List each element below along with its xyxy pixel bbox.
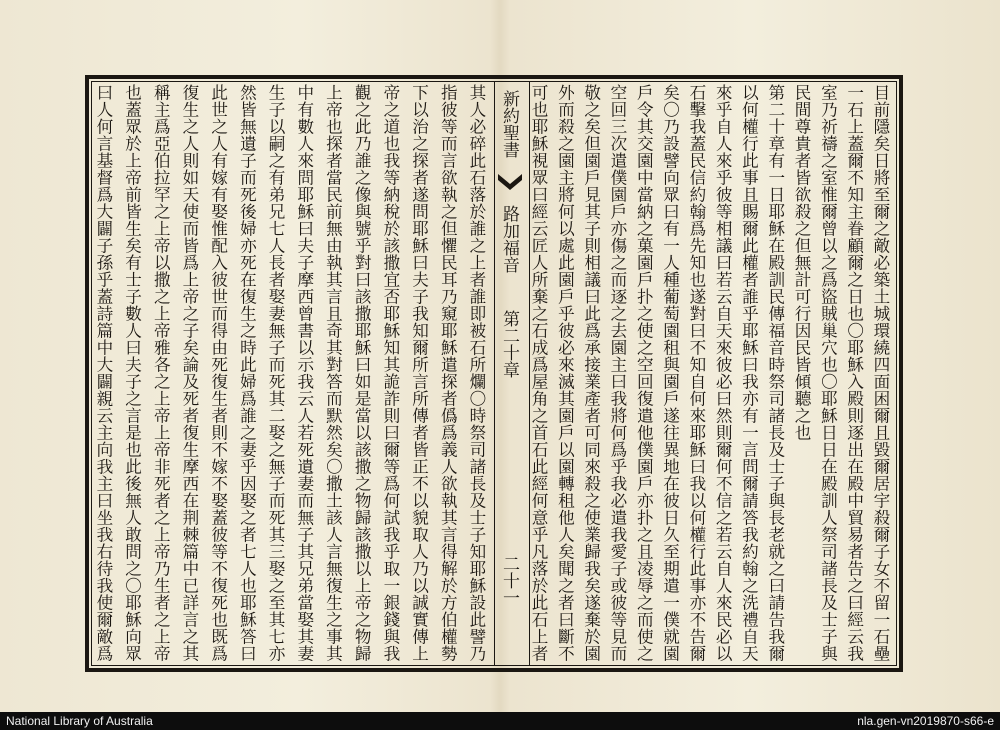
text-column: 戶令其交園中當納之菓園戶扑之使之空回復遣他僕園戶亦扑之且凌辱之而使之 — [634, 84, 654, 662]
text-column: 來乎自人來乎彼等相議曰若云自天來彼必曰然則爾何不信之若云自人來民必以 — [713, 84, 733, 662]
footer-library-name: National Library of Australia — [6, 714, 153, 728]
text-column: 指彼等而言欲執之但懼民耳乃窺耶穌遣探者僞爲義人欲執其言得解於方伯權勢 — [438, 84, 458, 662]
text-column: 目前隱矣日將至爾之敵必築土城環繞四面困爾且毀爾居宇殺爾子女不留一石壘 — [870, 84, 890, 662]
text-column: 外而殺之園主將何以處此園戶乎彼必來滅其園戶以園轉租他人矣聞之者曰斷不 — [555, 84, 575, 662]
text-column: 可也耶穌視眾曰經云匠人所棄之石成爲屋角之首石此經何意乎凡落於此石上者 — [529, 84, 549, 662]
book-title: 新約聖書 — [499, 90, 519, 158]
text-column: 稱主爲亞伯拉罕之上帝以撒之上帝雅各之上帝上帝非死者之上帝乃生者之上帝 — [151, 84, 171, 662]
text-column: 然皆無遺子而死後婦亦死在復生之時此婦爲誰之妻乎因娶之者七人也耶穌答曰 — [237, 84, 257, 662]
text-column: 空回三次遣僕園戶亦傷之而逐之去園主曰我將何爲乎我必遣我愛子或彼等見而 — [607, 84, 627, 662]
chapter-name: 路加福音 — [499, 205, 519, 273]
text-column: 觀之此乃誰之像與號乎對曰該撒耶穌曰如是當以該撒之物歸該撒以上帝之物歸 — [352, 84, 372, 662]
text-column: 一石上蓋爾不知主眷顧爾之日也〇耶穌入殿則逐出在殿中貿易者告之曰經云我 — [844, 84, 864, 662]
text-column: 復生之人則如天使而皆爲上帝之子矣論及死者復生摩西在荆棘篇中已詳言之其 — [179, 84, 199, 662]
text-column: 下以治之探者遂問耶穌曰夫子我知爾所言所傳者皆正不以貌取人乃以誠實傳上 — [409, 84, 429, 662]
text-column: 其人必碎此石落於誰之上者誰即被石所爛〇時祭司諸長及士子知耶穌設此譬乃 — [466, 84, 486, 662]
fishtail-ornament-icon — [497, 172, 523, 192]
text-column: 此世之人有嫁有娶惟配入彼世而得由死復生者則不嫁不娶蓋彼等不復死也既爲 — [208, 84, 228, 662]
center-column-rule-left — [494, 81, 495, 666]
footer-item-id: nla.gen-vn2019870-s66-e — [857, 714, 994, 728]
text-column: 帝之道也我等納稅於該撒宜否耶穌知其詭詐則曰爾等爲何試我乎取一銀錢與我 — [380, 84, 400, 662]
text-column: 石擊我蓋民信約翰爲先知也遂對曰不知自何來耶穌曰我以何權行此事亦不告爾 — [686, 84, 706, 662]
text-column: 生子以嗣之有弟兄七人長者娶妻無子而死其二娶之無子而死其三娶之至其七亦 — [266, 84, 286, 662]
footer-bar — [0, 712, 1000, 730]
text-column: 室乃祈禱之室惟爾曾以之爲盜賊巢穴也〇耶穌日日在殿訓人祭司諸長及士子與 — [818, 84, 838, 662]
text-column: 第二十章有一日耶穌在殿訓民傳福音時祭司諸長及士子與長老就之曰請告我爾 — [765, 84, 785, 662]
text-column: 矣〇乃設譬向眾曰有一人種葡萄園租與園戶遂往異地在彼日久至期遣一僕就園 — [660, 84, 680, 662]
text-column: 敬之矣但園戶見其子則相議曰此爲承接業產者可同來殺之使業歸我矣遂棄於園 — [581, 84, 601, 662]
chapter-number: 第二十章 — [499, 310, 519, 378]
page-number: 二十一 — [499, 555, 519, 606]
text-column: 曰人何言基督爲大闢子孫乎蓋詩篇中大闢親云主向我主曰坐我右待我使爾敵爲 — [93, 84, 113, 662]
text-column: 中有數人來問耶穌曰夫子摩西曾書以示我云人若死遺妻而無子其兄弟當娶其妻 — [294, 84, 314, 662]
text-column: 也蓋眾於上帝前皆生矣有士子數人曰夫子之言是也此後無人敢問之〇耶穌向眾 — [122, 84, 142, 662]
text-column: 以何權行此事且賜爾此權者誰乎耶穌曰我亦有一言問爾請答我約翰之洗禮自天 — [739, 84, 759, 662]
text-column: 民間尊貴者皆欲殺之但無計可行因民皆傾聽之也 — [792, 84, 812, 441]
text-column: 上帝也探者當民前無由執其言且奇其對答而默然矣〇撒土該人言無復生之事其 — [323, 84, 343, 662]
